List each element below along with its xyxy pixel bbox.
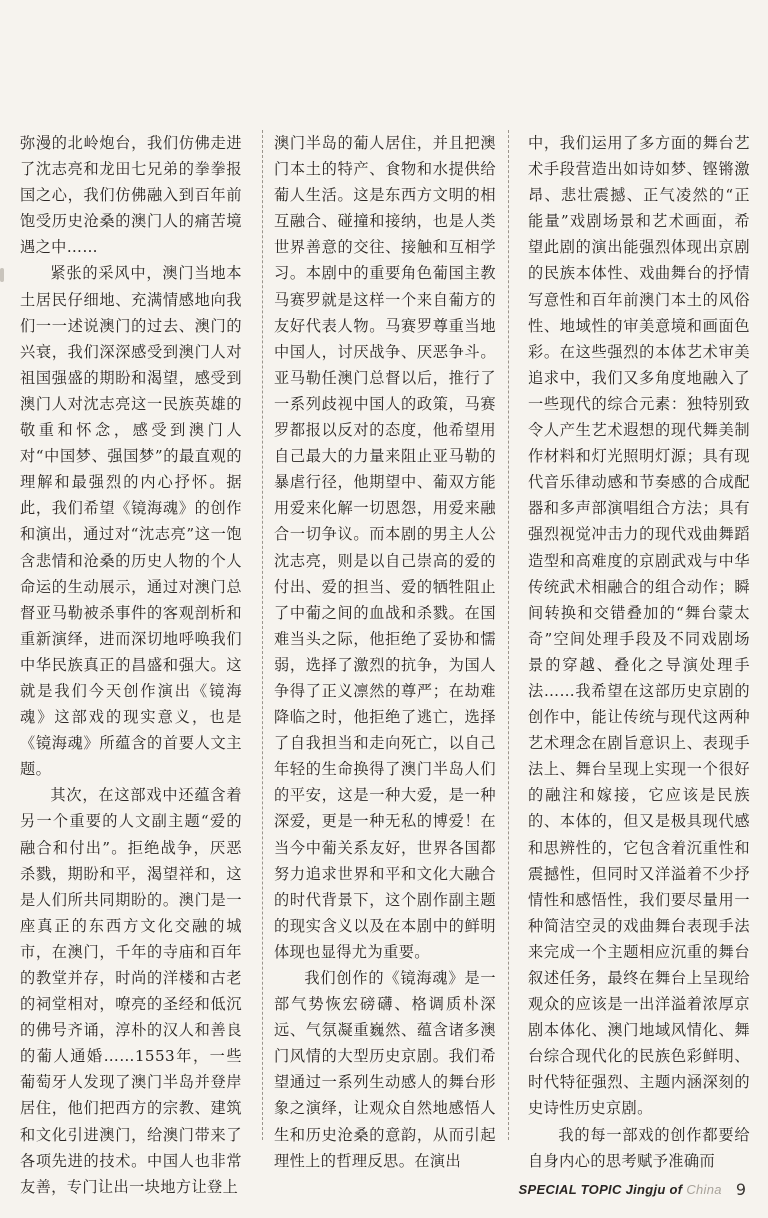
- article-paragraph: 我们创作的《镜海魂》是一部气势恢宏磅礴、格调质朴深远、气氛凝重巍然、蕴含诸多澳门风情的大型历史京剧。我们希望通过一系列生动感人的舞台形象之演绎，让观众自然地感悟人生和历史沧桑的意韵，从而引起理性上的哲理反思。在演出: [274, 969, 496, 1170]
- article-column-2: [274, 130, 496, 1170]
- article-column-3: [528, 130, 750, 1170]
- article-paragraph: 澳门半岛的葡人居住，并且把澳门本土的特产、食物和水提供给葡人生活。这是东西方文明的相互融合、碰撞和接纳，也是人类世界善意的交往、接触和互相学习。本剧中的重要角色葡国主教马赛罗就是这样一个来自葡方的友好代表人物。马赛罗尊重当地中国人，讨厌战争、厌恶争斗。亚马勒任澳门总督以后，推行了一系列歧视中国人的政策，马赛罗都报以反对的态度，他希望用自己最大的力量来阻止亚马勒的暴虐行径，他期望中、葡双方能用爱来化解一切恩怨，用爱来融合一切争议。而本剧的男主人公沈志亮，则是以自己崇高的爱的付出、爱的担当、爱的牺牲阻止了中葡之间的血战和杀戮。在国难当头之际，他拒绝了妥协和懦弱，选择了激烈的抗争，为国人争得了正义凛然的尊严；在劫难降临之时，他拒绝了逃亡，选择了自我担当和走向死亡，以自己年轻的生命换得了澳门半岛人们的平安，这是一种大爱，是一种深爱，更是一种无私的博爱！在当今中葡关系友好，世界各国都努力追求世界和平和文化大融合的时代背景下，这个剧作副主题的现实含义以及在本剧中的鲜明体现也显得尤为重要。: [274, 134, 496, 961]
- article-paragraph: 弥漫的北岭炮台，我们仿佛走进了沈志亮和龙田七兄弟的拳拳报国之心，我们仿佛融入到百年前饱受历史沧桑的澳门人的痛苦境遇之中……: [20, 134, 242, 257]
- page-footer: [519, 1174, 746, 1204]
- column-divider: [508, 130, 509, 1140]
- brand-accent: China: [686, 1181, 722, 1197]
- column-divider: [262, 130, 263, 1140]
- article-column-1: [20, 130, 242, 1196]
- magazine-brand: [519, 1182, 722, 1197]
- article-paragraph: 我的每一部戏的创作都要给自身内心的思考赋予准确而: [528, 1125, 750, 1170]
- page-edge-mark: [0, 268, 4, 282]
- brand-prefix: SPECIAL TOPIC Jingju of: [518, 1181, 687, 1197]
- article-paragraph: 紧张的采风中，澳门当地本土居民仔细地、充满情感地向我们一一述说澳门的过去、澳门的兴衰，我们深深感受到澳门人对祖国强盛的期盼和渴望，感受到澳门人对沈志亮这一民族英雄的敬重和怀念，感受到澳门人对“中国梦、强国梦”的最直观的理解和最强烈的内心抒怀。据此，我们希望《镜海魂》的创作和演出，通过对“沈志亮”这一饱含悲情和沧桑的历史人物的个人命运的生动展示，通过对澳门总督亚马勒被杀事件的客观剖析和重新演绎，进而深切地呼唤我们中华民族真正的昌盛和强大。这就是我们今天创作演出《镜海魂》这部戏的现实意义，也是《镜海魂》所蕴含的首要人文主题。: [20, 264, 242, 779]
- page-number: 9: [735, 1179, 746, 1199]
- article-paragraph: 其次，在这部戏中还蕴含着另一个重要的人文副主题“爱的融合和付出”。拒绝战争，厌恶杀戮，期盼和平，渴望祥和，这是人们所共同期盼的。澳门是一座真正的东西方文化交融的城市，在澳门，千年的寺庙和百年的教堂并存，时尚的洋楼和古老的祠堂相对，嘹亮的圣经和低沉的佛号齐诵，淳朴的汉人和善良的葡人通婚……1553年，一些葡萄牙人发现了澳门半岛并登岸居住，他们把西方的宗教、建筑和文化引进澳门，给澳门带来了各项先进的技术。中国人也非常友善，专门让出一块地方让登上: [20, 786, 242, 1196]
- article-paragraph: 中，我们运用了多方面的舞台艺术手段营造出如诗如梦、铿锵激昂、悲壮震撼、正气凌然的“正能量”戏剧场景和艺术画面，希望此剧的演出能强烈体现出京剧的民族本体性、戏曲舞台的抒情写意性和百年前澳门本土的风俗性、地域性的审美意境和画面色彩。在这些强烈的本体艺术审美追求中，我们又多角度地融入了一些现代的综合元素：独特别致令人产生艺术遐想的现代舞美制作材料和灯光照明灯源；具有现代音乐律动感和节奏感的合成配器和多声部演唱组合方法；具有强烈视觉冲击力的现代戏曲舞蹈造型和高难度的京剧武戏与中华传统武术相融合的组合动作；瞬间转换和交错叠加的“舞台蒙太奇”空间处理手段及不同戏剧场景的穿越、叠化之导演处理手法……我希望在这部历史京剧的创作中，能让传统与现代这两种艺术理念在剧旨意识上、表现手法上、舞台呈现上实现一个很好的融注和嫁接，它应该是民族的、本体的，但又是极具现代感和思辨性的，它包含着沉重性和震撼性，但同时又洋溢着不少抒情性和感悟性，我们要尽量用一种简洁空灵的戏曲舞台表现手法来完成一个主题相应沉重的舞台叙述任务，最终在舞台上呈现给观众的应该是一出洋溢着浓厚京剧本体化、澳门地域风情化、舞台综合现代化的民族色彩鲜明、时代特征强烈、主题内涵深刻的史诗性历史京剧。: [528, 134, 750, 1118]
